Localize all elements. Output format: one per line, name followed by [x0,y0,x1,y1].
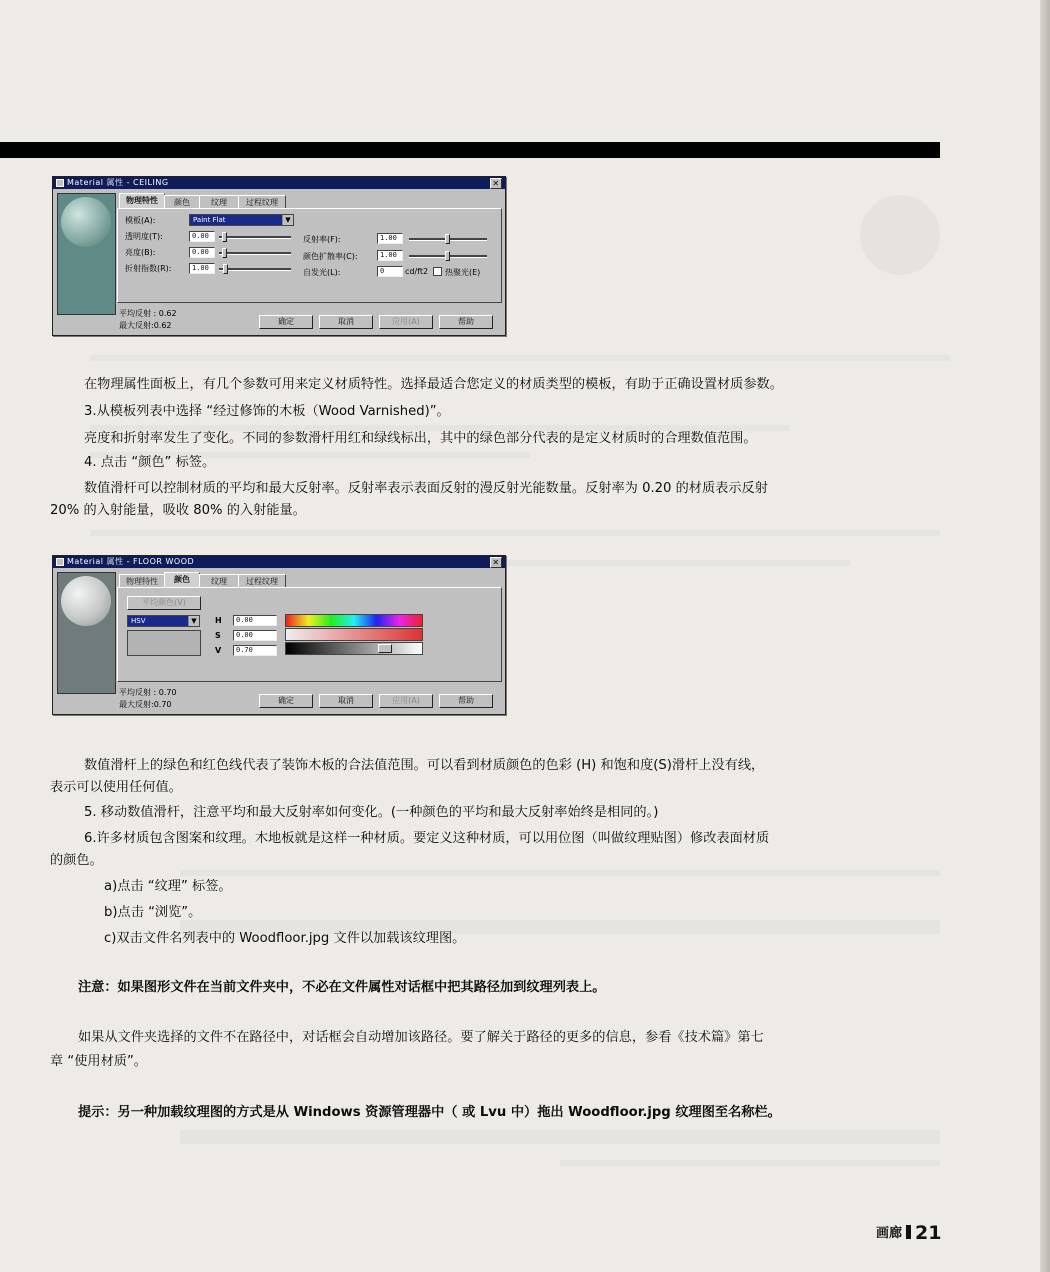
transparency-field[interactable]: 0.00 [189,231,215,242]
param-label-refraction: 折射指数(R): [125,264,172,273]
step-3: 3.从模板列表中选择 “经过修饰的木板（Wood Varnished)”。 [84,404,450,419]
chevron-down-icon[interactable]: ▼ [282,215,293,225]
template-value: Paint Flat [193,216,226,224]
paragraph-hue-sat-line1: 数值滑杆上的绿色和红色线代表了装饰木板的合法值范围。可以看到材质颜色的色彩 (H) 和饱和度(S)滑杆上没有线， [84,758,765,773]
tab-texture[interactable]: 纹理 [199,195,239,209]
average-color-button[interactable]: 平均颜色(V) [127,596,201,610]
footer-divider [906,1225,911,1239]
material-properties-dialog-ceiling [52,176,506,336]
max-reflect-readout: 最大反射:0.70 [119,700,172,709]
color-model-select[interactable] [127,615,200,627]
page-footer [876,1222,941,1244]
param-label-transparency: 透明度(T): [125,232,163,241]
dialog-title: Material 属性 - CEILING [67,178,169,187]
paragraph-reflectance-line2: 20% 的入射能量，吸收 80% 的入射能量。 [50,503,306,518]
transparency-slider-thumb[interactable] [222,232,227,242]
param-label-color-bleed: 颜色扩散率(C): [303,252,358,261]
value-label: V [215,646,222,655]
param-label-reflectance: 反射率(F): [303,235,341,244]
color-swatch [127,630,201,656]
step-6a: a)点击 “纹理” 标签。 [104,879,232,894]
refraction-field[interactable]: 1.00 [189,263,215,274]
color-bleed-field[interactable]: 1.00 [377,250,403,261]
tab-color[interactable]: 颜色 [164,572,200,588]
step-4: 4. 点击 “颜色” 标签。 [84,455,216,470]
color-light-label: 热聚光(E) [445,268,481,277]
window-menu-icon[interactable] [56,558,64,566]
brightness-slider-thumb[interactable] [222,248,227,258]
section-name: 画廊 [876,1226,903,1241]
help-button[interactable]: 帮助 [439,694,493,708]
step-6c: c)双击文件名列表中的 Woodfloor.jpg 文件以加载该纹理图。 [104,931,466,946]
param-label-brightness: 亮度(B): [125,248,156,257]
close-icon[interactable]: ✕ [490,178,502,189]
tab-color[interactable]: 颜色 [164,195,200,209]
page-binding-edge [1040,0,1050,1272]
color-bleed-slider-thumb[interactable] [445,251,450,261]
saturation-label: S [215,631,221,640]
step-5: 5. 移动数值滑杆，注意平均和最大反射率如何变化。(一种颜色的平均和最大反射率始终是相同的。) [84,805,659,820]
note-paragraph: 注意：如果图形文件在当前文件夹中，不必在文件属性对话框中把其路径加到纹理列表上。 [78,980,606,995]
step-6-line1: 6.许多材质包含图案和纹理。木地板就是这样一种材质。要定义这种材质，可以用位图（叫做纹理贴图）修改表面材质 [84,831,770,846]
preview-sphere [61,197,111,247]
value-field[interactable]: 0.70 [233,645,277,656]
value-slider[interactable] [285,642,423,655]
reflectance-slider-thumb[interactable] [445,234,450,244]
help-button[interactable]: 帮助 [439,315,493,329]
color-model-value: HSV [131,617,146,625]
tab-physical[interactable]: 物理特性 [119,574,165,588]
chevron-down-icon[interactable]: ▼ [188,616,199,626]
paragraph-hue-sat-line2: 表示可以使用任何值。 [50,780,182,795]
dialog-titlebar [53,556,505,568]
paragraph-path-line1: 如果从文件夹选择的文件不在路径中，对话框会自动增加该路径。要了解关于路径的更多的信息，参看《技术篇》第七 [78,1030,764,1045]
tab-texture[interactable]: 纹理 [199,574,239,588]
header-rule [0,142,940,158]
template-select[interactable] [189,214,294,226]
paragraph-sliders: 亮度和折射率发生了变化。不同的参数滑杆用红和绿线标出，其中的绿色部分代表的是定义材质时的合理数值范围。 [84,431,757,446]
page-number: 21 [915,1222,942,1244]
refraction-slider-track[interactable] [219,268,291,271]
tab-procedural-texture[interactable]: 过程纹理 [238,195,286,209]
hue-slider[interactable] [285,614,423,627]
saturation-field[interactable]: 0.00 [233,630,277,641]
ok-button[interactable]: 确定 [259,694,313,708]
apply-button[interactable]: 应用(A) [379,694,433,708]
preview-sphere [61,576,111,626]
hue-label: H [215,616,222,625]
avg-reflect-readout: 平均反射 : 0.70 [119,688,177,697]
paragraph-physical-panel: 在物理属性面板上，有几个参数可用来定义材质特性。选择最适合您定义的材质类型的模板，有助于正确设置材质参数。 [84,377,783,392]
ok-button[interactable]: 确定 [259,315,313,329]
material-properties-dialog-floor-wood [52,555,506,715]
material-preview [57,193,116,315]
refraction-slider-thumb[interactable] [223,264,228,274]
transparency-slider-track[interactable] [219,236,291,239]
tab-procedural-texture[interactable]: 过程纹理 [238,574,286,588]
cancel-button[interactable]: 取消 [319,315,373,329]
apply-button[interactable]: 应用(A) [379,315,433,329]
dialog-titlebar [53,177,505,189]
avg-reflect-readout: 平均反射 : 0.62 [119,309,177,318]
tip-paragraph: 提示：另一种加载纹理图的方式是从 Windows 资源管理器中（ 或 Lvu 中）拖出 Woodfloor.jpg 纹理图至名称栏。 [78,1105,781,1120]
brightness-slider-track[interactable] [219,252,291,255]
paragraph-path-line2: 章 “使用材质”。 [50,1054,147,1069]
color-light-checkbox[interactable] [433,267,442,276]
step-6-line2: 的颜色。 [50,853,103,868]
reflectance-field[interactable]: 1.00 [377,233,403,244]
emission-unit: cd/ft2 [405,267,429,276]
brightness-field[interactable]: 0.00 [189,247,215,258]
max-reflect-readout: 最大反射:0.62 [119,321,172,330]
param-label-emission: 自发光(L): [303,268,341,277]
step-6b: b)点击 “浏览”。 [104,905,202,920]
emission-field[interactable]: 0 [377,266,403,277]
saturation-slider[interactable] [285,628,423,641]
dialog-title: Material 属性 - FLOOR WOOD [67,557,195,566]
value-slider-thumb[interactable] [378,644,392,653]
cancel-button[interactable]: 取消 [319,694,373,708]
paragraph-reflectance-line1: 数值滑杆可以控制材质的平均和最大反射率。反射率表示表面反射的漫反射光能数量。反射率为 0.20 的材质表示反射 [84,481,768,496]
template-label: 模板(A): [125,216,156,225]
window-menu-icon[interactable] [56,179,64,187]
hue-field[interactable]: 0.00 [233,615,277,626]
tab-physical[interactable]: 物理特性 [119,193,165,209]
material-preview [57,572,116,694]
close-icon[interactable]: ✕ [490,557,502,568]
